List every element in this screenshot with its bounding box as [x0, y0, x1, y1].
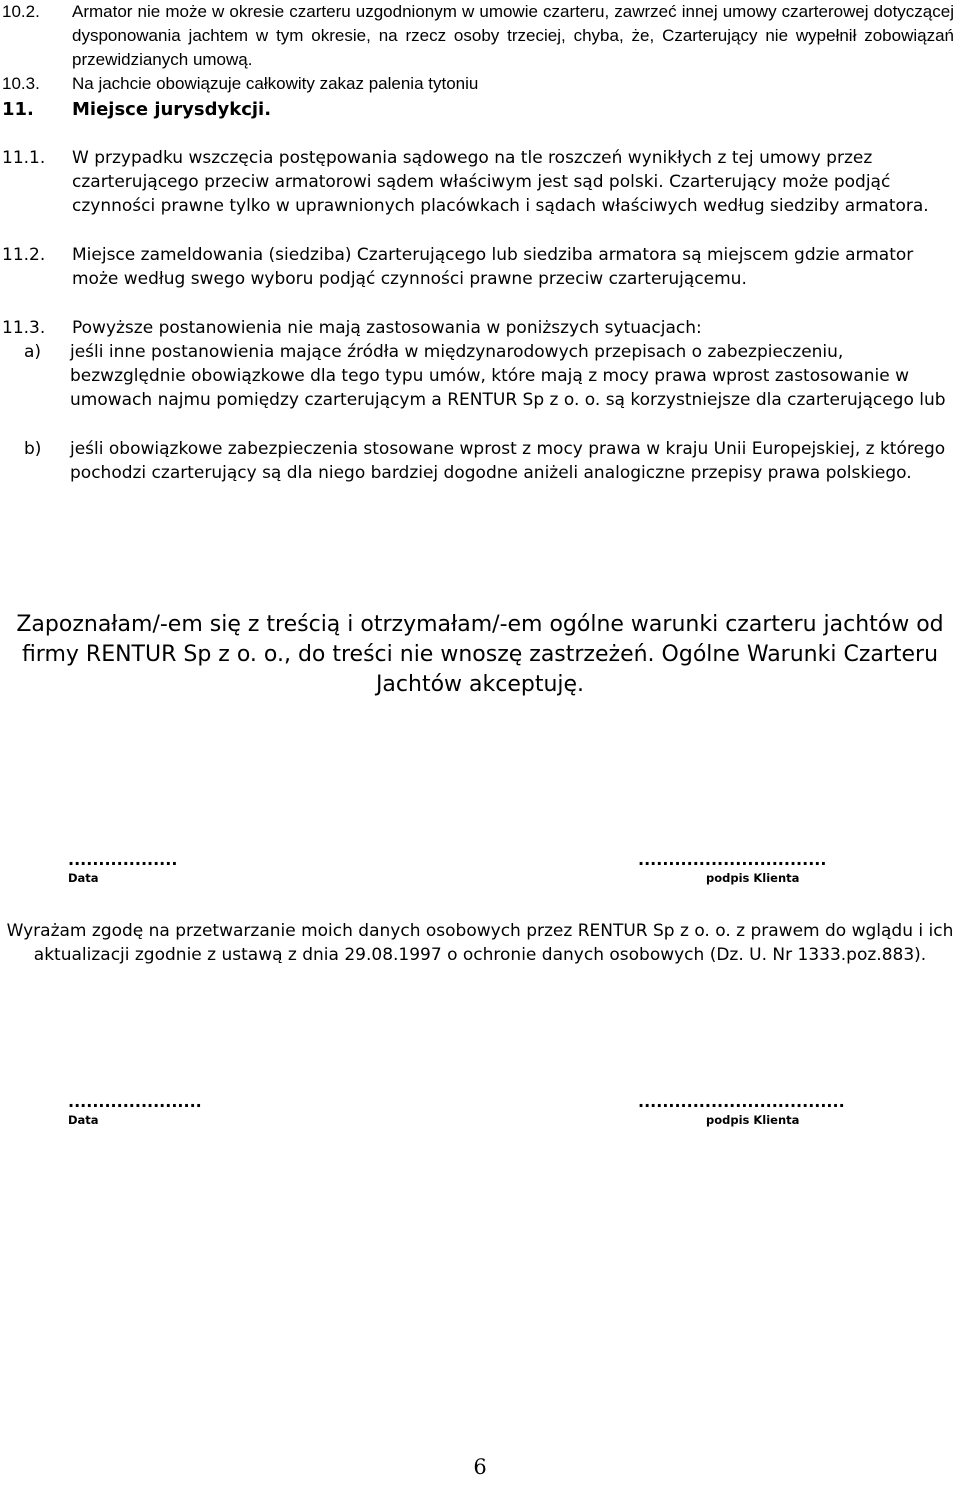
signature-dots: ............................... — [638, 850, 827, 869]
date-dots: .................. — [68, 850, 178, 869]
date-field-1 — [68, 851, 177, 885]
date-label: Data — [68, 871, 99, 885]
item-text: jeśli obowiązkowe zabezpieczenia stosowane wprost z mocy prawa w kraju Unii Europejskiej, z którego pochodzi czarterujący są dla niego bardziej dogodne aniżeli analogiczne przepisy prawa polskiego. — [70, 439, 946, 483]
signature-field-2 — [638, 1093, 845, 1127]
clause-number: 10.3. — [2, 74, 40, 93]
date-dots: ...................... — [68, 1092, 202, 1111]
clause-text: Miejsce zameldowania (siedziba) Czarterującego lub siedziba armatora są miejscem gdzie armator może według swego wyboru podjąć czynności prawne przeciw czarterującemu. — [72, 245, 914, 289]
item-text: jeśli inne postanowienia mające źródła w międzynarodowych przepisach o zabezpieczeniu, bezwzględnie obowiązkowe dla tego typu umów, które mają z mocy prawa wprost zastosowanie w umowach najmu pomiędzy czarterującym a RENTUR Sp z o. o. są korzystniejsze dla czarterującego lub — [70, 342, 946, 410]
section-title: Miejsce jurysdykcji. — [72, 99, 272, 120]
clause-text: Powyższe postanowienia nie mają zastosowania w poniższych sytuacjach: — [72, 318, 702, 338]
signature-field-1 — [638, 851, 826, 885]
signature-label: podpis Klienta — [706, 871, 800, 885]
date-label: Data — [68, 1113, 99, 1127]
clause-11-3-item-b — [0, 437, 960, 485]
clause-10-3 — [0, 72, 960, 96]
clause-11-3-item-a — [0, 340, 960, 412]
item-label: a) — [24, 342, 42, 362]
item-label: b) — [24, 439, 42, 459]
clause-11-3 — [0, 316, 960, 340]
signature-label: podpis Klienta — [706, 1113, 800, 1127]
clause-10-2 — [0, 0, 960, 72]
clause-number: 11.3. — [2, 318, 46, 338]
signature-dots: .................................. — [638, 1092, 845, 1111]
clause-text: Armator nie może w okresie czarteru uzgodnionym w umowie czarteru, zawrzeć innej umowy czarterowej dotyczącej dysponowania jachtem w tym okresie, na rzecz osoby trzeciej, chyba, że, Czarterujący nie wypełnił zobowiązań przewidzianych umową. — [72, 2, 954, 69]
section-11-heading — [0, 98, 960, 122]
clause-number: 11.1. — [2, 148, 46, 168]
clause-text: W przypadku wszczęcia postępowania sądowego na tle roszczeń wynikłych z tej umowy przez czarterującego przeciw armatorowi sądem właściwym jest sąd polski. Czarterujący może podjąć czynności prawne tylko w uprawnionych placówkach i sądach właściwych według siedziby armatora. — [72, 148, 929, 216]
consent-statement: Zapoznałam/-em się z treścią i otrzymałam/-em ogólne warunki czarteru jachtów od firmy RENTUR Sp z o. o., do treści nie wnoszę zastrzeżeń. Ogólne Warunki Czarteru Jachtów akceptuję. — [16, 612, 944, 697]
section-number: 11. — [2, 99, 34, 120]
page-number: 6 — [473, 1455, 487, 1479]
clause-text: Na jachcie obowiązuje całkowity zakaz palenia tytoniu — [72, 74, 479, 93]
clause-11-1 — [0, 146, 960, 218]
clause-number: 11.2. — [2, 245, 46, 265]
gdpr-statement: Wyrażam zgodę na przetwarzanie moich danych osobowych przez RENTUR Sp z o. o. z prawem do wglądu i ich aktualizacji zgodnie z ustawą z dnia 29.08.1997 o ochronie danych osobowych (Dz. U. Nr 1333.poz.883). — [6, 921, 954, 965]
clause-number: 10.2. — [2, 2, 40, 21]
date-field-2 — [68, 1093, 202, 1127]
clause-11-2 — [0, 243, 960, 291]
